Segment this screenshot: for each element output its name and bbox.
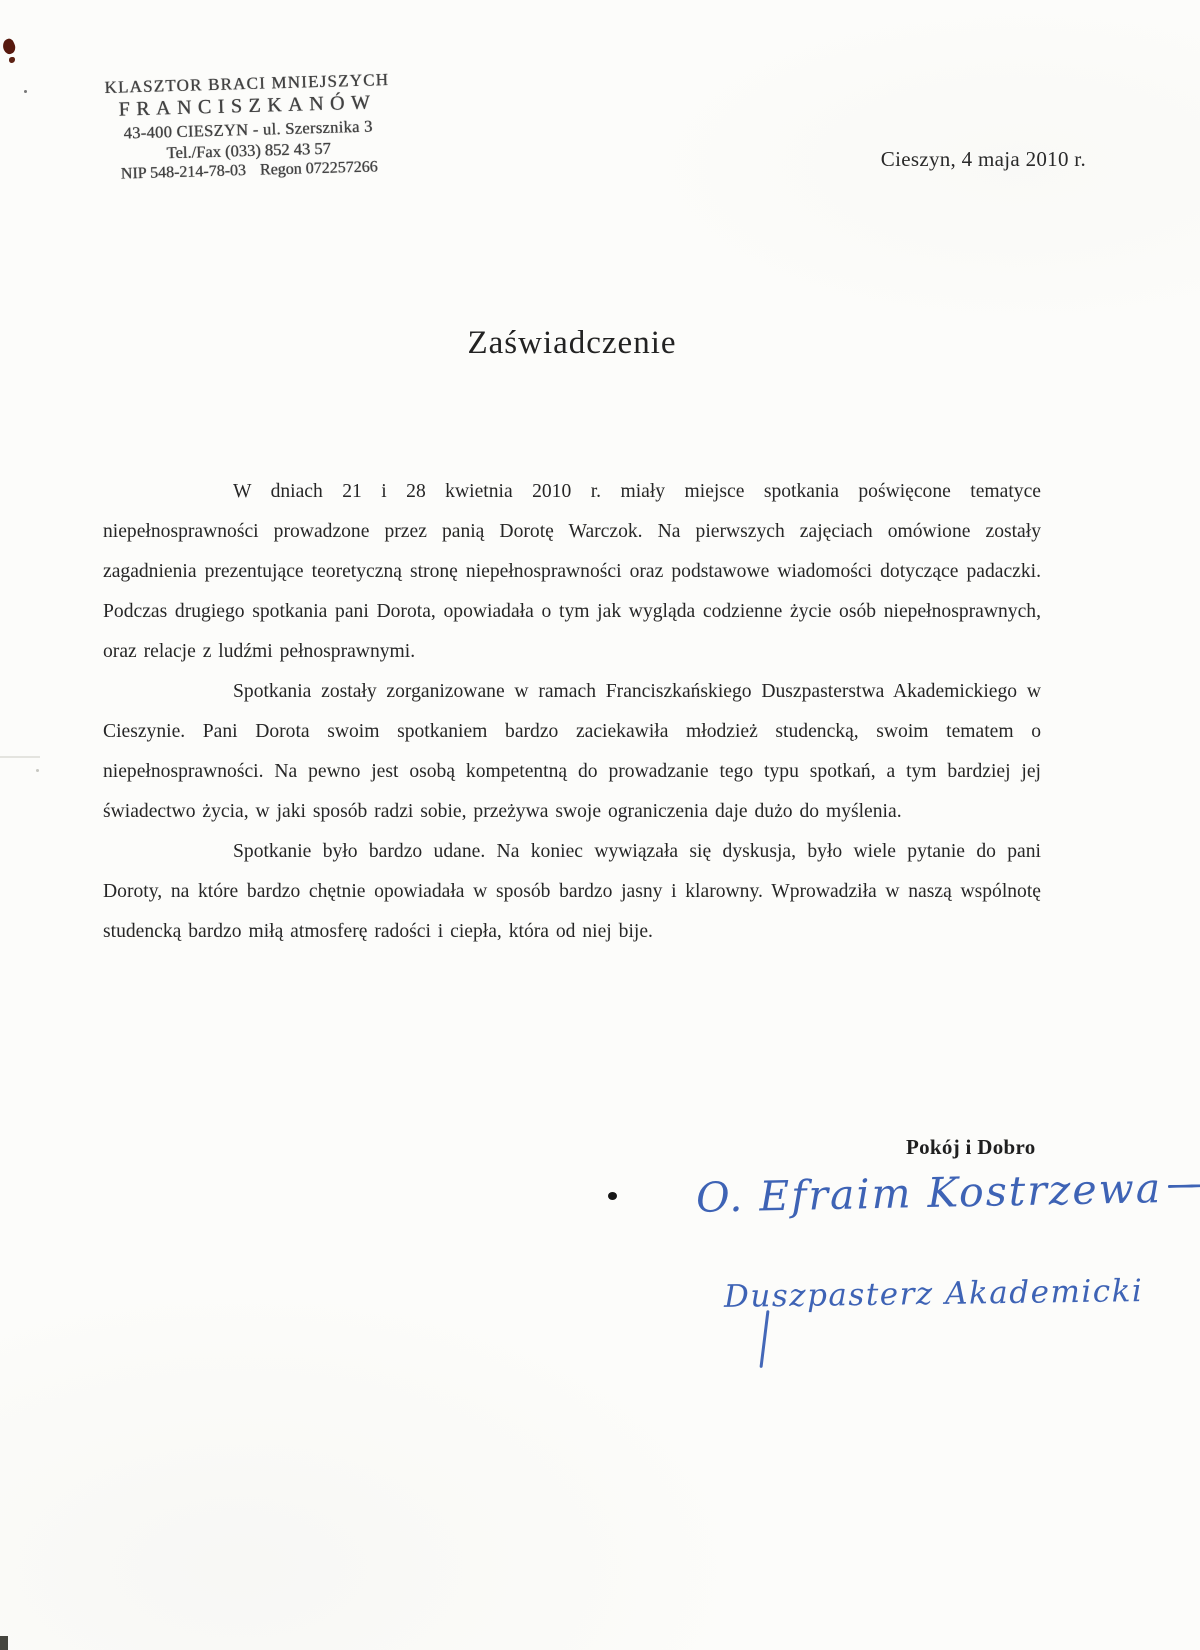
paragraph-1: W dniach 21 i 28 kwietnia 2010 r. miały miejsce spotkania poświęcone tematyce niepełnosprawności prowadzone przez panią Dorotę Warczok. Na pierwszych zajęciach omówione zostały zagadnienia prezentujące teoretyczną stronę niepełnosprawności oraz podstawowe wiadomości dotyczące padaczki. Podczas drugiego spotkania pani Dorota, opowiadała o tym jak wygląda codzienne życie osób niepełnosprawnych, oraz relacje z ludźmi pełnosprawnymi. xyxy=(103,481,1041,662)
closing-salutation: Pokój i Dobro xyxy=(906,1135,1036,1159)
scan-artifact-dot xyxy=(36,769,39,772)
signature-flourish-stroke xyxy=(1168,1183,1200,1188)
paragraph-2: Spotkania zostały zorganizowane w ramach Franciszkańskiego Duszpasterstwa Akademickiego w Cieszynie. Pani Dorota swoim spotkaniem bardzo zaciekawiła młodzież studencką, swoim tematem o niepełnosprawności. Na pewno jest osobą kompetentną do prowadzanie tego typu spotkań, a tym bardziej jej świadectwo życia, w jaki sposób radzi sobie, przeżywa swoje ograniczenia daje dużo do myślenia. xyxy=(103,681,1041,822)
scan-artifact-line xyxy=(0,756,40,758)
letterhead-nip: NIP 548-214-78-03 xyxy=(120,162,247,183)
scan-speck-top-left-2 xyxy=(9,57,15,63)
letterhead-telfax: Tel./Fax (033) 852 43 57 xyxy=(166,138,332,163)
paragraph-3: Spotkanie było bardzo udane. Na koniec wywiązała się dyskusja, było wiele pytanie do pani Doroty, na które bardzo chętnie opowiadała w sposób bardzo jasny i klarowny. Wprowadziła w naszą wspólnotę studencką bardzo miłą atmosferę radości i ciepła, która od niej bije. xyxy=(103,841,1041,942)
document-title: Zaświadczenie xyxy=(467,325,677,361)
signature-name xyxy=(696,1162,1200,1222)
scan-speck-dot xyxy=(24,90,27,93)
dateline: Cieszyn, 4 maja 2010 r. xyxy=(880,147,1086,171)
signature-pen-tail xyxy=(759,1310,769,1368)
letterhead-org-line2: FRANCISZKANÓW xyxy=(118,91,377,121)
letterhead-address: 43-400 CIESZYN - ul. Szersznika 3 xyxy=(123,116,373,143)
ink-dot-mark xyxy=(608,1192,617,1200)
letter-body xyxy=(103,472,1041,952)
signature-name-text: O. Efraim Kostrzewa xyxy=(695,1164,1163,1222)
signature-role: Duszpasterz Akademicki xyxy=(723,1273,1144,1315)
scan-corner-bar xyxy=(0,1636,8,1650)
letterhead-stamp xyxy=(101,70,396,184)
scan-speck-top-left xyxy=(0,37,17,56)
letterhead-regon: Regon 072257266 xyxy=(259,158,378,179)
letterhead-org-line1: KLASZTOR BRACI MNIEJSZYCH xyxy=(104,70,390,97)
